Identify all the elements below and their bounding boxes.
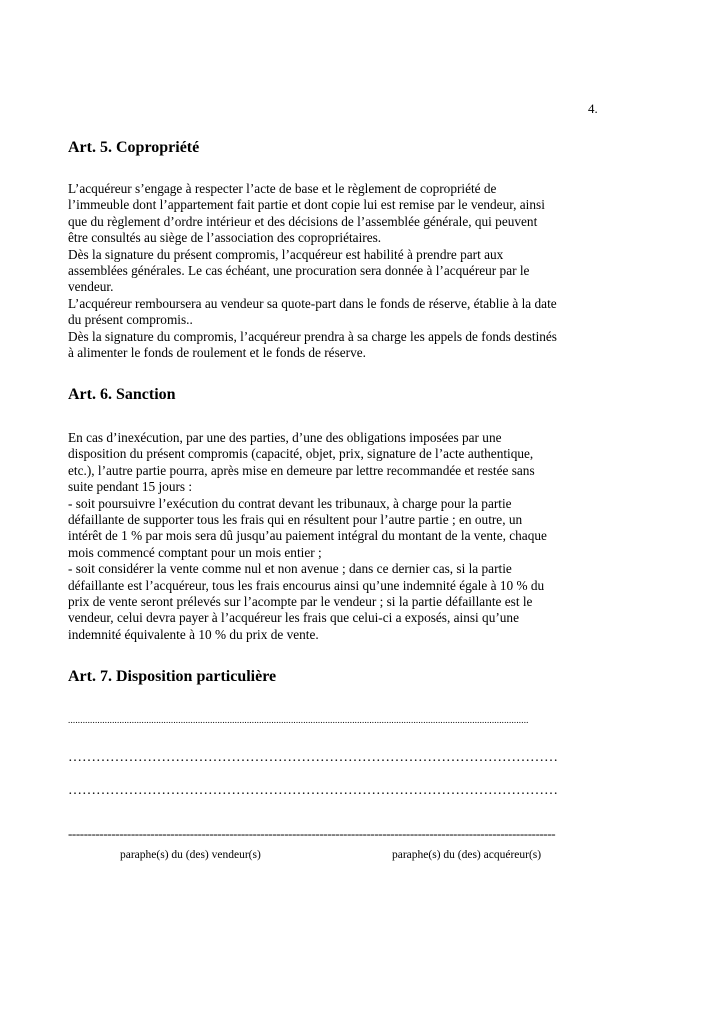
art6-line: etc.), l’autre partie pourra, après mise en demeure par lettre recommandée et restée sans [68, 462, 535, 478]
art6-line: prix de vente seront prélevés sur l’acompte par le vendeur ; si la partie défaillante est le [68, 594, 533, 610]
dotted-fill-line: …………………………………………………………………………………………… [68, 750, 558, 765]
art6-line: intérêt de 1 % par mois sera dû jusqu’au paiement intégral du montant de la vente, chaque [68, 528, 547, 544]
art5-line: assemblées générales. Le cas échéant, une procuration sera donnée à l’acquéreur par le [68, 263, 530, 279]
art5-heading: Art. 5. Copropriété [68, 139, 200, 156]
art7-heading: Art. 7. Disposition particulière [68, 668, 277, 685]
dotted-fill-line: ............................................................................................................................................................................................ [68, 715, 529, 725]
art6-line: défaillante est l’acquéreur, tous les frais encourus ainsi qu’une indemnité égale à 10 % du [68, 577, 545, 593]
art6-line: En cas d’inexécution, par une des parties, d’une des obligations imposées par une [68, 430, 502, 445]
art5-line: l’immeuble dont l’appartement fait partie et dont copie lui est remise par le vendeur, ainsi [68, 197, 545, 213]
art5-line: être consultés au siège de l’association des copropriétaires. [68, 230, 382, 246]
art5-line: vendeur. [68, 279, 114, 295]
art6-line: défaillante de supporter tous les frais qui en résultent pour l’autre partie ; en outre, un [68, 512, 523, 528]
art6-line: - soit poursuivre l’exécution du contrat devant les tribunaux, à charge pour la partie [68, 495, 512, 511]
art5-line: L’acquéreur s’engage à respecter l’acte de base et le règlement de copropriété de [68, 181, 497, 196]
dotted-fill-line: …………………………………………………………………………………………… [68, 783, 558, 798]
art6-line: suite pendant 15 jours : [68, 479, 193, 495]
art6-heading: Art. 6. Sanction [68, 386, 176, 403]
art6-body [68, 430, 628, 643]
art5-line: Dès la signature du compromis, l’acquéreur prendra à sa charge les appels de fonds destinés [68, 328, 557, 344]
art6-line: - soit considérer la vente comme nul et non avenue ; dans ce dernier cas, si la partie [68, 561, 512, 577]
vendeurs-initials-label: paraphe(s) du (des) vendeur(s) [120, 849, 261, 861]
art5-line: que du règlement d’ordre intérieur et des décisions de l’assemblée générale, qui peuvent [68, 213, 538, 229]
art5-line: à alimenter le fonds de roulement et le fonds de réserve. [68, 345, 366, 361]
signature-separator: ---------------------------------------------------------------------------------------------------------------------------- [68, 826, 556, 841]
art5-line: du présent compromis.. [68, 312, 193, 328]
art5-line: Dès la signature du présent compromis, l’acquéreur est habilité à prendre part aux [68, 246, 504, 262]
art5-line: L’acquéreur remboursera au vendeur sa quote-part dans le fonds de réserve, établie à la date [68, 295, 557, 311]
art5-body [68, 181, 628, 361]
acquereurs-initials-label: paraphe(s) du (des) acquéreur(s) [392, 849, 542, 861]
page-number: 4. [588, 101, 598, 116]
art6-line: indemnité équivalente à 10 % du prix de vente. [68, 626, 319, 642]
art6-line: disposition du présent compromis (capacité, objet, prix, signature de l’acte authentique, [68, 446, 534, 462]
art6-line: mois commencé comptant pour un mois entier ; [68, 544, 322, 560]
art6-line: vendeur, celui devra payer à l’acquéreur les frais que celui-ci a exposés, ainsi qu’une [68, 610, 519, 626]
